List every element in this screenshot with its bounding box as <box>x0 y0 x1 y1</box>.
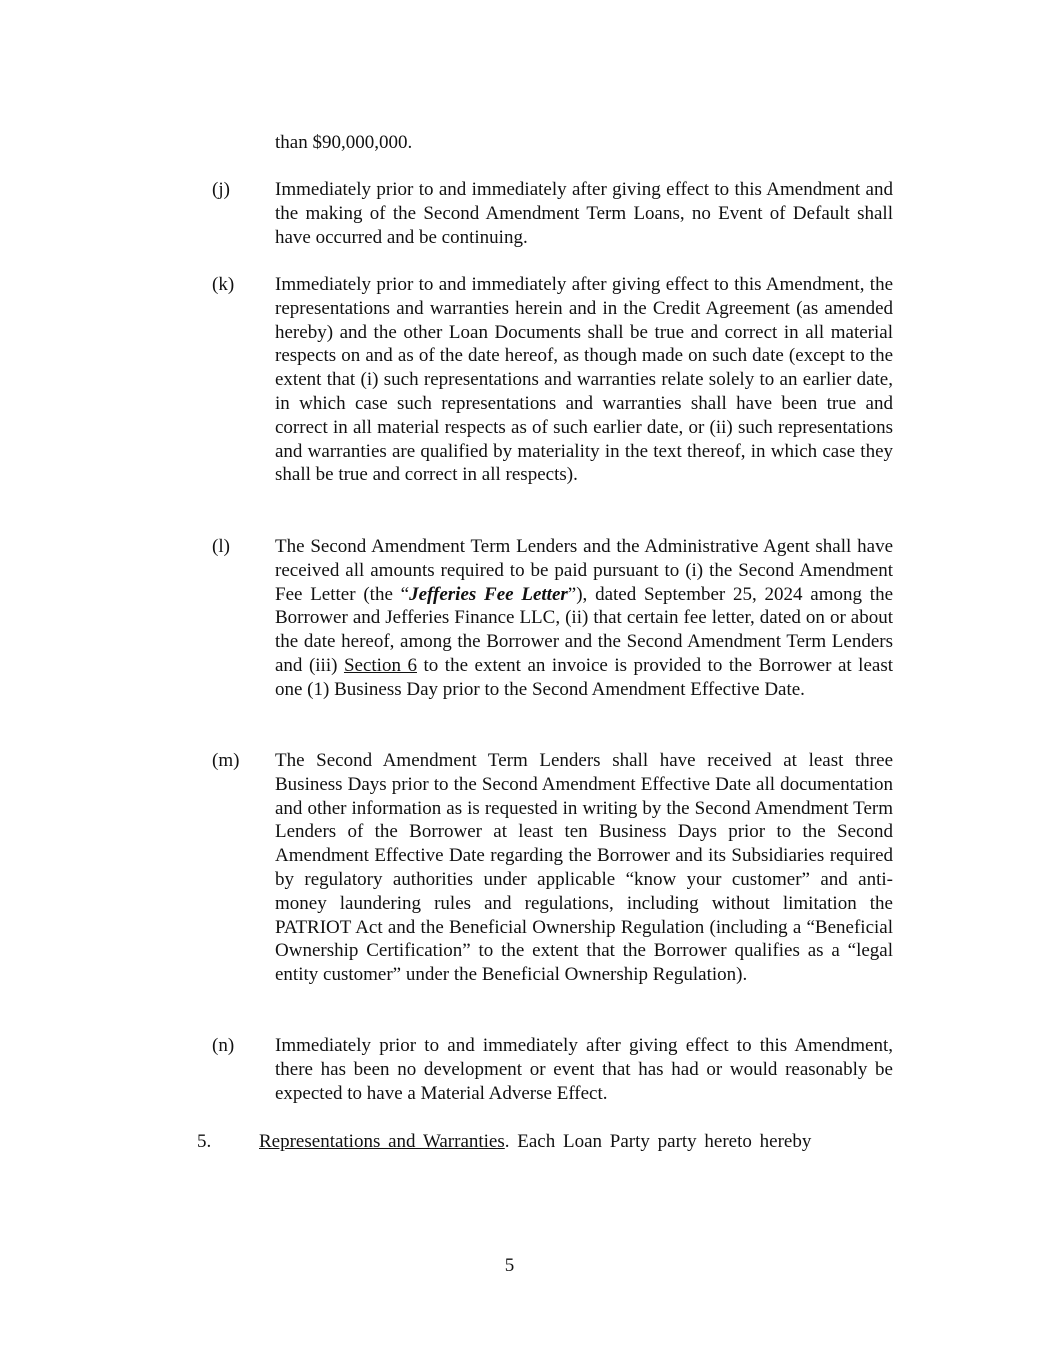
section-heading: Representations and Warranties <box>259 1131 505 1152</box>
item-label: (l) <box>212 536 230 557</box>
item-text <box>275 535 893 702</box>
condition-item-j <box>212 178 895 249</box>
item-label: (m) <box>212 750 240 771</box>
section-number: 5. <box>197 1131 212 1152</box>
item-text-part: The Second Amendment Term Lenders and the Administrative Agent shall have received all amounts required to be paid pursuant to (i) the Second Amendment Fee Letter (the “ <box>275 536 893 605</box>
continuation-text: than $90,000,000. <box>275 132 413 153</box>
item-text-part: ”), dated September 25, 2024 among the Borrower and Jefferies Finance LLC, (ii) that certain fee letter, dated on or about the date hereof, among the Borrower and the Second Amendment Term Lenders and (iii) <box>275 583 893 676</box>
item-label: (j) <box>212 179 230 200</box>
condition-item-k <box>212 273 895 487</box>
section-reference: Section 6 <box>343 654 417 676</box>
item-text: Immediately prior to and immediately after giving effect to this Amendment and the making of the Second Amendment Term Loans, no Event of Default shall have occurred and be continuing. <box>275 179 893 248</box>
section-body: . Each Loan Party party hereto hereby <box>504 1131 812 1152</box>
defined-term: Jefferies Fee Letter <box>409 583 568 605</box>
item-label: (k) <box>212 274 235 295</box>
section-text <box>259 1130 875 1154</box>
page-number: 5 <box>504 1255 515 1276</box>
item-text: Immediately prior to and immediately after giving effect to this Amendment, there has been no development or event that has had or would reasonably be expected to have a Material Adverse Effect. <box>275 1035 893 1104</box>
item-label: (n) <box>212 1035 235 1056</box>
condition-item-n <box>212 1034 895 1105</box>
item-text: The Second Amendment Term Lenders shall have received at least three Business Days prior to the Second Amendment Effective Date all documentation and other information as is requested in writing by the Second Amendment Term Lenders of the Borrower at least ten Business Days prior to the Second Amendment Effective Date regarding the Borrower and its Subsidiaries required by regulatory authorities under applicable “know your customer” and anti-money laundering rules and regulations, including without limitation the PATRIOT Act and the Beneficial Ownership Regulation (including a “Beneficial Ownership Certification” to the extent that the Borrower qualifies as a “legal entity customer” under the Beneficial Ownership Regulation). <box>275 750 893 986</box>
item-text-part: to the extent an invoice is provided to the Borrower at least one (1) Business Day prior to the Second Amendment Effective Date. <box>275 654 893 700</box>
section-5 <box>197 1130 887 1154</box>
item-text: Immediately prior to and immediately after giving effect to this Amendment, the representations and warranties herein and in the Credit Agreement (as amended hereby) and the other Loan Documents shall be true and correct in all material respects on and as of the date hereof, as though made on such date (except to the extent that (i) such representations and warranties relate solely to an earlier date, in which case such representations and warranties shall have been true and correct in all material respects as of such earlier date, or (ii) such representations and warranties are qualified by materiality in the text thereof, in which case they shall be true and correct in all respects). <box>275 274 893 486</box>
condition-item-m <box>212 749 895 987</box>
condition-item-l <box>212 535 895 702</box>
